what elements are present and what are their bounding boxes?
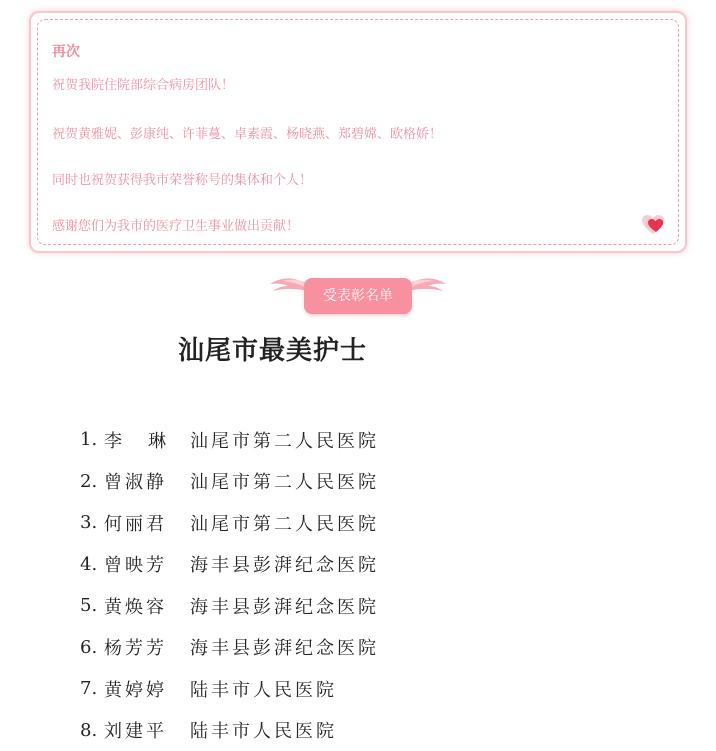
honor-list-banner: [268, 268, 448, 318]
list-item-number: 3.: [80, 512, 104, 533]
list-item-hospital: 陆丰市人民医院: [190, 676, 337, 702]
list-item: [80, 668, 379, 710]
list-item-name: 刘建平: [104, 717, 190, 743]
list-item-name: 黄焕容: [104, 593, 190, 619]
list-item-number: 1.: [80, 429, 104, 450]
honoree-list: [80, 419, 379, 751]
list-item-name: 何丽君: [104, 510, 190, 536]
card-line-thanks: 感谢您们为我市的医疗卫生事业做出贡献！: [52, 218, 299, 236]
list-item-number: 5.: [80, 595, 104, 616]
page-title: 汕尾市最美护士: [178, 334, 367, 368]
card-line-nurses: 祝贺黄雅妮、彭康纯、许菲蔓、卓素霞、杨晓燕、郑碧嫦、欧格娇！: [52, 126, 442, 144]
list-item: [80, 544, 379, 586]
list-item-hospital: 陆丰市人民医院: [190, 717, 337, 743]
honor-list-label: 受表彰名单: [304, 278, 412, 314]
list-item-name: 黄婷婷: [104, 676, 190, 702]
list-item-name: 曾映芳: [104, 551, 190, 577]
list-item: [80, 710, 379, 751]
list-item: [80, 627, 379, 669]
card-title: 再次: [52, 43, 80, 61]
card-dashed-frame: [37, 19, 679, 245]
list-item-hospital: 海丰县彭湃纪念医院: [190, 593, 379, 619]
list-item-name: 李琳: [104, 427, 190, 453]
card-line-team: 祝贺我院住院部综合病房团队！: [52, 77, 234, 95]
list-item-number: 2.: [80, 471, 104, 492]
list-item-hospital: 汕尾市第二人民医院: [190, 427, 379, 453]
list-item-number: 7.: [80, 678, 104, 699]
list-item-hospital: 海丰县彭湃纪念医院: [190, 634, 379, 660]
list-item: [80, 585, 379, 627]
list-item-hospital: 汕尾市第二人民医院: [190, 510, 379, 536]
list-item: [80, 502, 379, 544]
list-item-hospital: 汕尾市第二人民医院: [190, 468, 379, 494]
heart-icon: [640, 212, 666, 238]
card-line-collectives: 同时也祝贺获得我市荣誉称号的集体和个人！: [52, 172, 312, 190]
list-item: [80, 419, 379, 461]
list-item-hospital: 海丰县彭湃纪念医院: [190, 551, 379, 577]
list-item-name: 杨芳芳: [104, 634, 190, 660]
list-item-name: 曾淑静: [104, 468, 190, 494]
congratulations-card: [29, 11, 687, 253]
list-item-number: 4.: [80, 554, 104, 575]
list-item: [80, 461, 379, 503]
list-item-number: 8.: [80, 720, 104, 741]
list-item-number: 6.: [80, 637, 104, 658]
